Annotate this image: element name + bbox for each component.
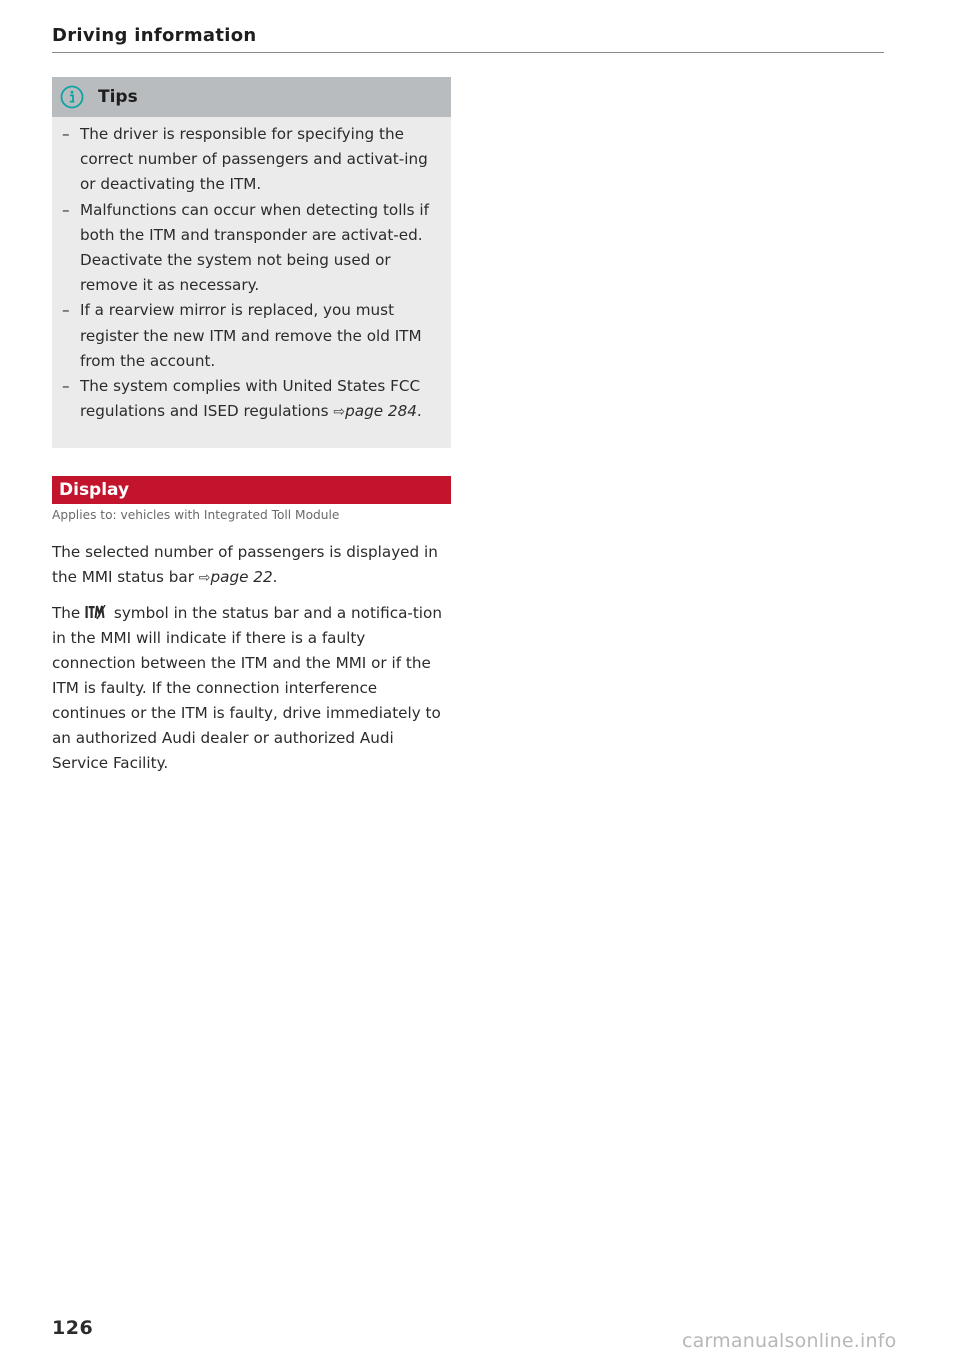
tips-box [52,77,451,448]
section-title: Display [59,480,130,500]
section-heading-bar [52,476,451,504]
paragraph-text: The [52,604,81,622]
arrow-right-icon: ⇨ [198,570,211,586]
page-reference-link[interactable]: page 284 [345,402,417,421]
tips-item-text: The system complies with United States FCC regulations and ISED regulations [80,377,421,421]
tips-list [52,117,451,425]
paragraph-text: The selected number of passengers is displayed in the MMI status bar [52,543,438,586]
paragraph-text: symbol in the status bar and a notifica-tion in the MMI will indicate if there is a faulty connection between the ITM and the MMI or if the ITM is faulty. If the connection interference continues or the ITM is faulty, drive immediately to an authorized Audi dealer or authorized Audi Service Facility. [52,604,442,772]
tips-title: Tips [98,87,138,107]
punctuation: . [416,402,422,421]
chapter-title: Driving information [52,25,257,46]
itm-symbol-icon [85,605,107,619]
tips-item: – If a rearview mirror is replaced, you must register the new ITM and remove the old ITM from the account. [62,301,422,370]
page-number: 126 [52,1317,94,1339]
watermark: carmanualsonline.info [682,1330,897,1352]
tips-item-text: The driver is responsible for specifying the correct number of passengers and activat-ing or deactivating the ITM. [80,125,428,194]
paragraph-passengers [52,540,452,591]
tips-item: – The system complies with United States FCC regulations and ISED regulations ⇨page 284. [62,377,422,421]
page-header [52,24,884,53]
tips-item-text: If a rearview mirror is replaced, you must register the new ITM and remove the old ITM from the account. [80,301,422,370]
page-reference-link[interactable]: page 22 [210,568,273,586]
punctuation: . [272,568,278,586]
tips-header [52,77,451,117]
tips-item: – The driver is responsible for specifying the correct number of passengers and activat-ing or deactivating the ITM. [62,125,428,194]
tips-item-text: Malfunctions can occur when detecting tolls if both the ITM and transponder are activat-ed. Deactivate the system not being used or remove it as necessary. [80,200,429,295]
paragraph-itm-symbol [52,601,452,776]
arrow-right-icon: ⇨ [333,404,346,421]
applies-to-note: Applies to: vehicles with Integrated Toll Module [52,508,340,522]
tips-item: – Malfunctions can occur when detecting tolls if both the ITM and transponder are activat-ed. Deactivate the system not being used or remove it as necessary. [62,200,429,295]
info-circle-icon [60,85,84,109]
